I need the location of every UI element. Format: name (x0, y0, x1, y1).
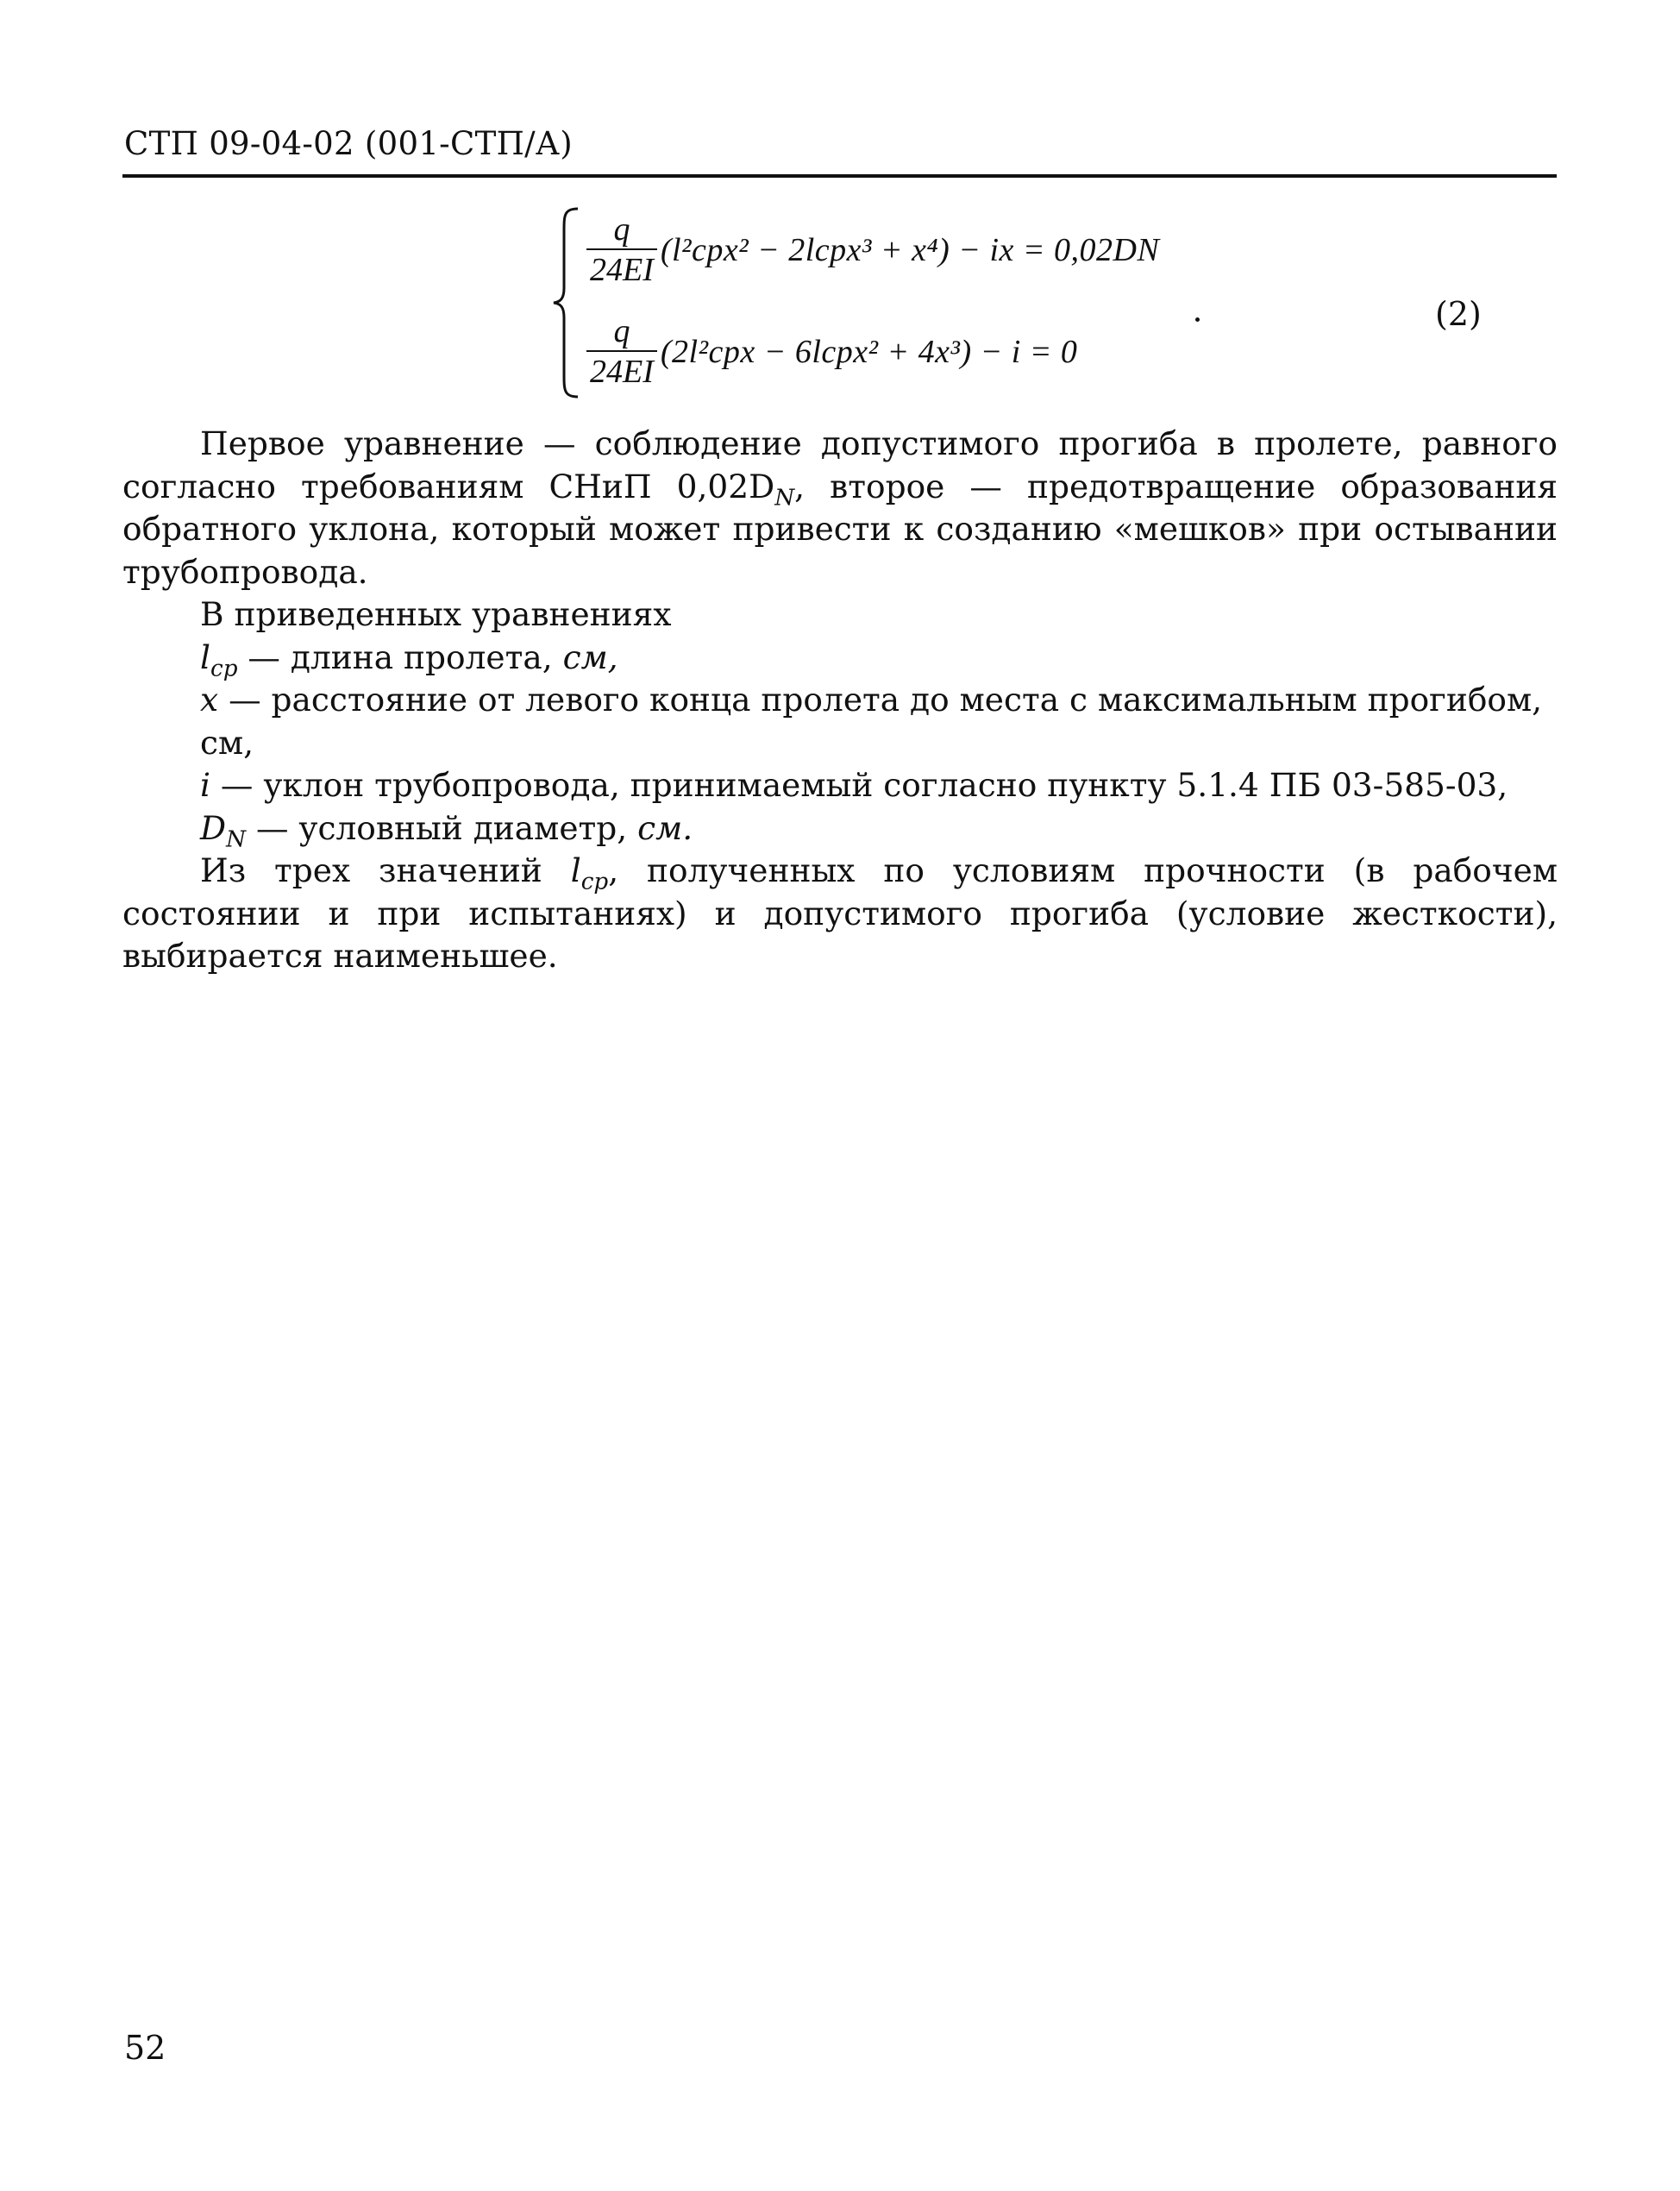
equation-row-2 (586, 312, 1077, 392)
page-number: 52 (124, 2029, 166, 2067)
definition-item (122, 679, 1558, 764)
definition-text: — длина пролета, (237, 637, 563, 676)
definition-unit: см. (637, 808, 693, 847)
definition-symbol: l (200, 637, 210, 676)
left-brace (552, 205, 581, 400)
definition-symbol: D (200, 808, 227, 847)
paragraph-3-text-a: Из трех значений (200, 851, 571, 889)
fraction-1-numerator: q (613, 211, 630, 248)
paragraph-1-text: Первое уравнение — соблюдение допустимого прогиба в пролете, равного согласно требованиям СНиП 0,02D (122, 424, 1558, 505)
definition-unit: см, (562, 637, 618, 676)
definition-item (122, 637, 1558, 680)
body-text (122, 423, 1558, 978)
paragraph-3-text-b: , полученных по условиям прочности (в рабочем состоянии и при испытаниях) и допустимого прогиба (условие жесткости), выбирается наименьшее. (122, 851, 1558, 975)
equation-2-expression: (2l²cpx − 6lcpx² + 4x³) − i = 0 (660, 334, 1078, 370)
equation-row-1 (586, 210, 1159, 290)
header-rule (122, 174, 1557, 178)
definition-subscript: N (226, 826, 247, 852)
equation-system (552, 205, 1501, 404)
paragraph-3 (122, 850, 1558, 978)
definition-subscript: cp (210, 656, 238, 681)
definition-text: — условный диаметр, (246, 808, 638, 847)
fraction-2-numerator: q (613, 313, 630, 349)
fraction-2 (586, 312, 657, 392)
paragraph-3-symbol: l (570, 851, 581, 889)
definition-text: — расстояние от левого конца пролета до места с максимальным прогибом, см, (200, 681, 1543, 762)
paragraph-3-subscript: cp (580, 869, 609, 895)
paragraph-1 (122, 423, 1558, 593)
definition-symbol: x (200, 681, 219, 719)
definitions-list (122, 637, 1558, 851)
fraction-1 (586, 210, 657, 290)
definition-item (122, 764, 1558, 807)
fraction-2-denominator: 24EI (590, 354, 654, 390)
definition-text: — уклон трубопровода, принимаемый согласно пункту 5.1.4 ПБ 03-585-03, (210, 766, 1508, 804)
paragraph-2: В приведенных уравнениях (200, 595, 672, 633)
definition-item (122, 807, 1558, 851)
fraction-1-denominator: 24EI (590, 252, 654, 288)
paragraph-1-tail: , второе — предотвращение образования обратного уклона, который может привести к созданию «мешков» при остывании трубопровода. (122, 467, 1558, 591)
paragraph-1-subscript: N (774, 485, 795, 511)
equation-1-expression: (l²cpx² − 2lcpx³ + x⁴) − ix = 0,02DN (660, 232, 1160, 268)
document-code-header: СТП 09-04-02 (001-СТП/А) (124, 125, 573, 162)
equation-period (1195, 317, 1200, 322)
equation-number: (2) (1435, 295, 1482, 333)
definition-symbol: i (200, 766, 210, 804)
